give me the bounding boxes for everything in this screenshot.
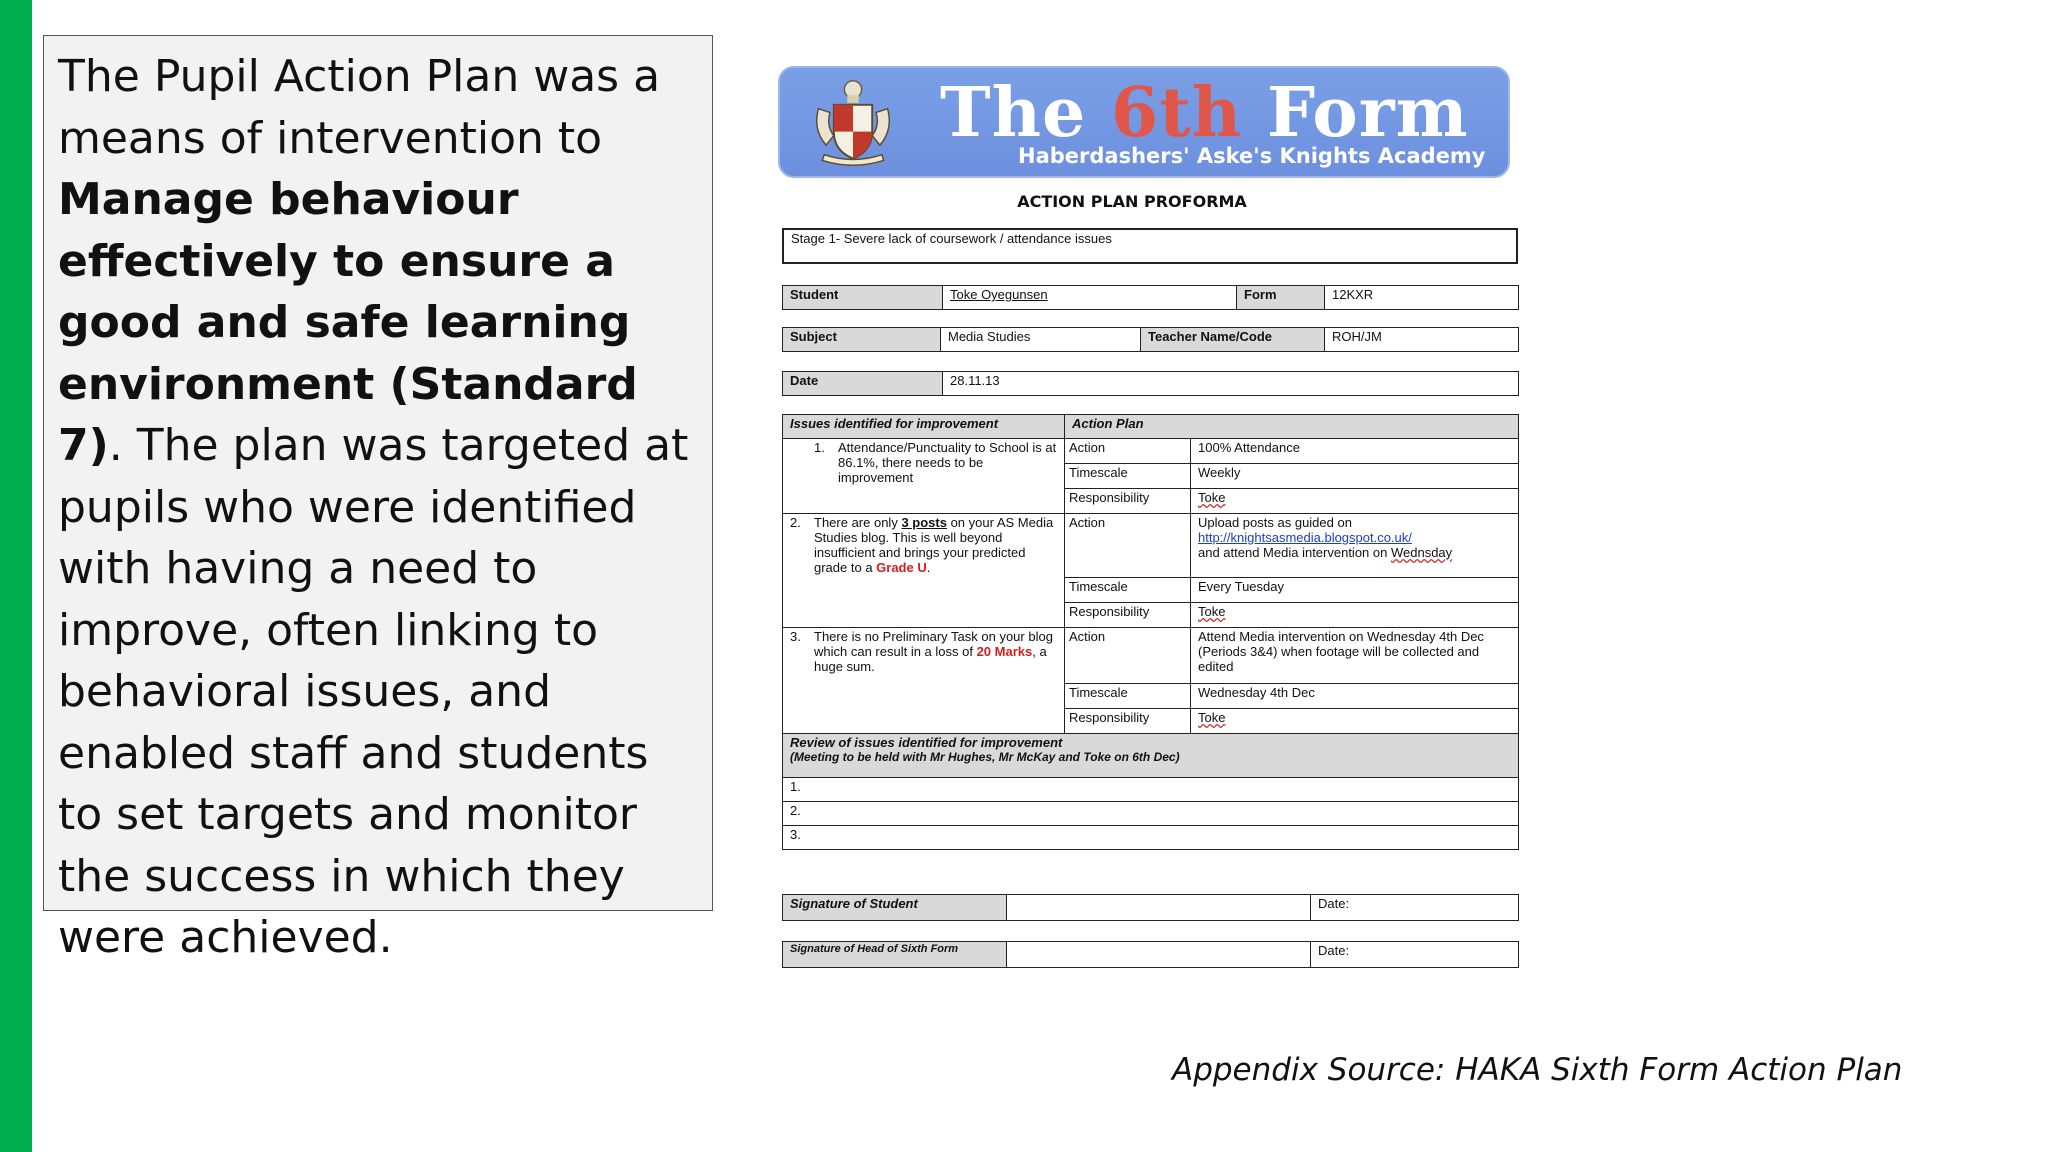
issue-1-action-label: Action — [1065, 439, 1191, 464]
green-accent-bar — [0, 0, 32, 1152]
issue-2-action-text: Upload posts as guided on — [1198, 515, 1352, 530]
issue-2-responsibility-label: Responsibility — [1065, 603, 1191, 628]
banner-title-the: The — [940, 73, 1111, 153]
issue-1-responsibility-cell — [1191, 489, 1519, 514]
issue-2-action-day: Wednsday — [1390, 545, 1453, 560]
issue-2-posts: 3 posts — [901, 515, 947, 530]
issue-1-cell — [783, 439, 1065, 514]
bold-standard-text: Manage behaviour effectively to ensure a good and safe learning environment (Standard 7) — [58, 174, 638, 471]
student-value-cell — [943, 286, 1237, 310]
issue-3-action: Attend Media intervention on Wednesday 4th Dec (Periods 3&4) when footage will be collected and edited — [1191, 628, 1519, 684]
issue-2-timescale: Every Tuesday — [1191, 578, 1519, 603]
review-header-cell — [783, 734, 1519, 778]
issue-1-responsibility-label: Responsibility — [1065, 489, 1191, 514]
form-title: ACTION PLAN PROFORMA — [1017, 192, 1247, 211]
signature-head-label: Signature of Head of Sixth Form — [783, 942, 1007, 968]
stage-table — [782, 228, 1518, 264]
school-crest-icon — [805, 76, 901, 172]
issue-1-timescale-label: Timescale — [1065, 464, 1191, 489]
description-text-box — [43, 35, 713, 963]
issue-3-responsibility-cell — [1191, 709, 1519, 734]
issue-2-action-text-b: and attend Media intervention on — [1198, 545, 1391, 560]
student-label: Student — [783, 286, 943, 310]
issue-2-action-cell — [1191, 514, 1519, 578]
signature-head-field[interactable] — [1007, 942, 1311, 968]
issue-3-text-b: , a huge sum. — [814, 644, 1047, 674]
stage-cell: Stage 1- Severe lack of coursework / attendance issues — [783, 229, 1517, 263]
review-row-2: 2. — [783, 802, 1519, 826]
date-value: 28.11.13 — [943, 372, 1519, 396]
review-title: Review of issues identified for improvement — [790, 735, 1063, 750]
issue-2-number: 2. — [790, 515, 801, 530]
issues-header: Issues identified for improvement — [783, 415, 1065, 439]
issue-3-marks: 20 Marks — [976, 644, 1033, 659]
issue-1-responsibility: Toke — [1198, 490, 1226, 505]
issue-1-text: Attendance/Punctuality to School is at 86.1%, there needs to be improvement — [838, 440, 1057, 485]
blog-link[interactable]: http://knightsasmedia.blogspot.co.uk/ — [1198, 530, 1412, 545]
review-row-3: 3. — [783, 826, 1519, 850]
issue-3-responsibility: Toke — [1198, 710, 1226, 725]
signature-head-date: Date: — [1311, 942, 1519, 968]
issue-1-number: 1. — [814, 440, 825, 455]
issue-2-action-label: Action — [1065, 514, 1191, 578]
subject-value: Media Studies — [941, 328, 1141, 352]
banner-title — [940, 73, 1469, 153]
form-label: Form — [1237, 286, 1325, 310]
banner-subtitle: Haberdashers' Aske's Knights Academy — [1018, 144, 1486, 168]
sixth-form-banner — [778, 66, 1510, 178]
action-plan-table — [782, 414, 1519, 850]
issue-2-text-c: . — [926, 560, 931, 575]
student-value: Toke Oyegunsen — [950, 287, 1048, 302]
issue-2-cell — [783, 514, 1065, 628]
issue-2-text-a: There are only — [814, 515, 902, 530]
date-label: Date — [783, 372, 943, 396]
review-meeting: (Meeting to be held with Mr Hughes, Mr McKay and Toke on 6th Dec) — [790, 750, 1180, 764]
banner-title-6th: 6th — [1110, 73, 1243, 153]
intro-text: The Pupil Action Plan was a means of intervention to — [58, 51, 661, 164]
banner-title-form: Form — [1242, 73, 1469, 153]
issue-1-timescale: Weekly — [1191, 464, 1519, 489]
issue-1-action: 100% Attendance — [1191, 439, 1519, 464]
signature-student-table — [782, 894, 1519, 921]
issue-2-text-b: on your AS Media Studies blog. This is well beyond insufficient and brings your predicted grade to a — [814, 515, 1054, 575]
subject-table — [782, 327, 1519, 352]
issue-3-responsibility-label: Responsibility — [1065, 709, 1191, 734]
issue-3-text-a: There is no Preliminary Task on your blog which can result in a loss of — [814, 629, 1053, 659]
review-row-1: 1. — [783, 778, 1519, 802]
signature-student-label: Signature of Student — [783, 895, 1007, 921]
issue-3-timescale: Wednesday 4th Dec — [1191, 684, 1519, 709]
appendix-caption: Appendix Source: HAKA Sixth Form Action Plan — [1172, 1052, 1903, 1088]
teacher-label: Teacher Name/Code — [1141, 328, 1325, 352]
issue-2-responsibility-cell — [1191, 603, 1519, 628]
date-table — [782, 371, 1519, 396]
issue-2-grade: Grade U — [876, 560, 927, 575]
issue-3-number: 3. — [790, 629, 801, 644]
signature-head-table — [782, 941, 1519, 968]
issue-2-responsibility: Toke — [1198, 604, 1226, 619]
action-plan-header: Action Plan — [1065, 415, 1519, 439]
intro-text-continued: . The plan was targeted at pupils who were identified with having a need to improve, often linking to behavioral issues, and enabled staff and students to set targets and monitor the success in which they were achieved. — [58, 420, 689, 963]
issue-3-timescale-label: Timescale — [1065, 684, 1191, 709]
issue-3-cell — [783, 628, 1065, 734]
teacher-value: ROH/JM — [1325, 328, 1519, 352]
signature-student-field[interactable] — [1007, 895, 1311, 921]
signature-student-date: Date: — [1311, 895, 1519, 921]
subject-label: Subject — [783, 328, 941, 352]
form-value: 12KXR — [1325, 286, 1519, 310]
issue-2-timescale-label: Timescale — [1065, 578, 1191, 603]
issue-3-action-label: Action — [1065, 628, 1191, 684]
student-table — [782, 285, 1519, 310]
